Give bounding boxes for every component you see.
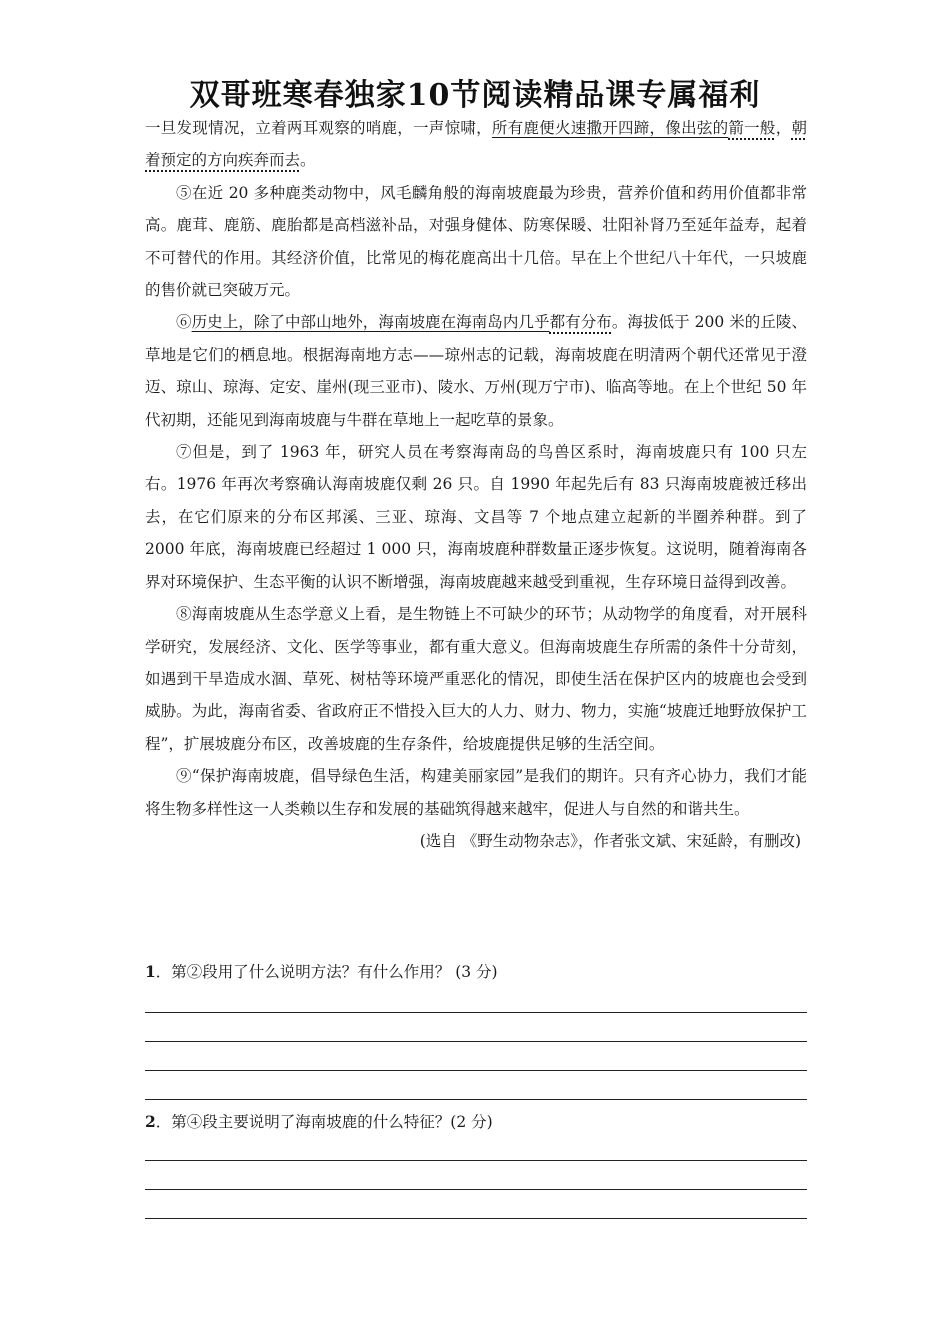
text-run: ， [775,119,792,137]
paragraph-continued [145,112,807,177]
underlined-sentence: 所有鹿便火速撒开四蹄，像出弦的 [491,119,729,137]
dotted-phrase: 箭一般 [728,119,776,137]
question-1 [145,960,498,982]
answer-line[interactable] [145,1189,807,1190]
paragraph-7: ⑦但是，到了 1963 年，研究人员在考察海南岛的鸟兽区系时，海南坡鹿只有 100 只左右。1976 年再次考察确认海南坡鹿仅剩 26 只。自 1990 年起先后有 83 只海南坡鹿被迁移出去，在它们原来的分布区邦溪、三亚、琼海、文昌等 7 个地点建立起新的半圈养种群。到了 2000 年底，海南坡鹿已经超过 1 000 只，海南坡鹿种群数量正逐步恢复。这说明，随着海南各界对环境保护、生态平衡的认识不断增强，海南坡鹿越来越受到重视，生存环境日益得到改善。 [145,443,807,591]
answer-line[interactable] [145,1099,807,1100]
question-number: 2 [145,1112,156,1131]
paragraph-6 [145,306,807,436]
answer-line[interactable] [145,1012,807,1013]
answer-line[interactable] [145,1070,807,1071]
promo-banner-title: 双哥班寒春独家10节阅读精品课专属福利 [189,78,761,113]
article-source: (选自 《野生动物杂志》，作者张文斌、宋延龄，有删改) [419,831,801,850]
underlined-sentence: 历史上，除了中部山地外，海南坡鹿在海南岛内几乎 [191,313,550,332]
answer-line[interactable] [145,1218,807,1219]
text-run: 。 [300,151,316,170]
article-body [145,112,807,857]
answer-line[interactable] [145,1041,807,1042]
question-text: ．第④段主要说明了海南坡鹿的什么特征？(2 分) [155,1113,493,1131]
dotted-phrase: 朝着预定的方向疾奔而去 [145,119,807,170]
text-run: 。海拔低于 200 米的丘陵、草地是它们的栖息地。根据海南地方志——琼州志的记载，海南坡鹿在明清两个朝代还常见于澄迈、琼山、琼海、定安、崖州(现三亚市)、陵水、万州(现万宁市)、临高等地。在上个世纪 50 年代初期，还能见到海南坡鹿与牛群在草地上一起吃草的景象。 [145,313,807,429]
paragraph-number: ⑥ [176,313,192,332]
paragraph-9: ⑨“保护海南坡鹿，倡导绿色生活，构建美丽家园”是我们的期许。只有齐心协力，我们才能将生物多样性这一人类赖以生存和发展的基础筑得越来越牢，促进人与自然的和谐共生。 [145,767,807,818]
question-text: ．第②段用了什么说明方法？有什么作用？ (3 分) [155,963,498,981]
text-run: 一旦发现情况，立着两耳观察的哨鹿，一声惊啸， [145,119,492,137]
paragraph-8: ⑧海南坡鹿从生态学意义上看，是生物链上不可缺少的环节；从动物学的角度看，对开展科学研究，发展经济、文化、医学等事业，都有重大意义。但海南坡鹿生存所需的条件十分苛刻，如遇到干旱造成水涸、草死、树枯等环境严重恶化的情况，即使生活在保护区内的坡鹿也会受到威胁。为此，海南省委、省政府正不惜投入巨大的人力、财力、物力，实施“坡鹿迁地野放保护工程”，扩展坡鹿分布区，改善坡鹿的生存条件，给坡鹿提供足够的生活空间。 [145,605,807,753]
question-number: 1 [145,962,156,981]
answer-line[interactable] [145,1160,807,1161]
dotted-phrase: 都有分布 [549,313,612,332]
question-2 [145,1110,493,1132]
paragraph-5: ⑤在近 20 多种鹿类动物中，风毛麟角般的海南坡鹿最为珍贵，营养价值和药用价值都非常高。鹿茸、鹿筋、鹿胎都是高档滋补品，对强身健体、防寒保暖、壮阳补肾乃至延年益寿，起着不可替代的作用。其经济价值，比常见的梅花鹿高出十几倍。早在上个世纪八十年代，一只坡鹿的售价就已突破万元。 [145,183,807,300]
